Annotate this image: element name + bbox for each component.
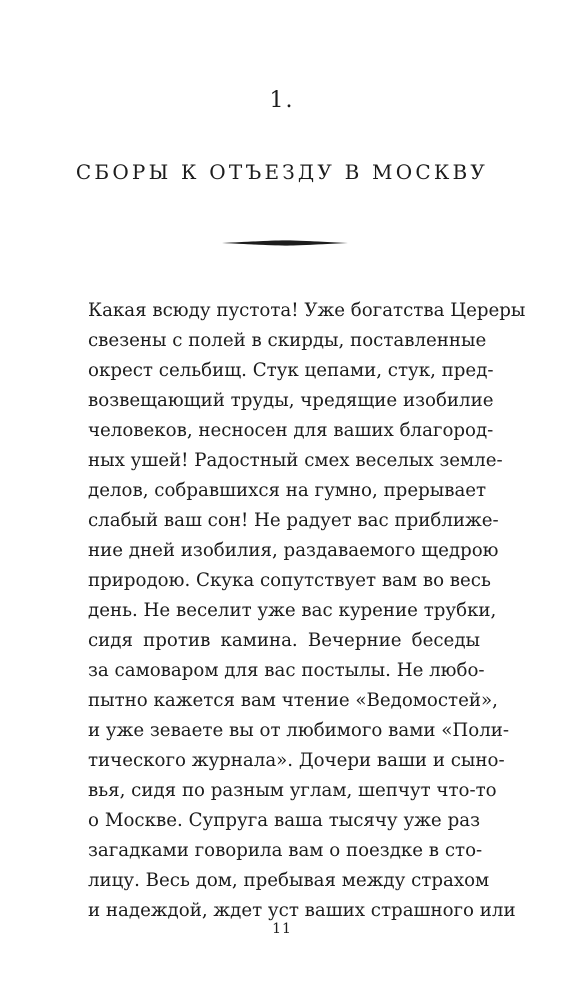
text-line: человеков, несносен для ваших благород- <box>88 420 494 441</box>
text-line: делов, собравшихся на гумно, прерывает <box>88 480 487 501</box>
chapter-body-text <box>88 296 526 926</box>
text-line: день. Не веселит уже вас курение трубки, <box>88 600 497 621</box>
text-line: вья, сидя по разным углам, шепчут что-то <box>88 780 497 801</box>
text-line: лицу. Весь дом, пребывая между страхом <box>88 870 490 891</box>
text-line: возвещающий труды, чредящие изобилие <box>88 390 494 411</box>
divider-ornament-stroke <box>222 240 348 245</box>
text-line: пытно кажется вам чтение «Ведомостей», <box>88 690 498 711</box>
chapter-number: 1. <box>269 88 295 113</box>
text-line: и уже зеваете вы от любимого вами «Поли- <box>88 720 510 741</box>
text-line: о Москве. Супруга ваша тысячу уже раз <box>88 810 480 831</box>
text-line: тического журнала». Дочери ваши и сыно- <box>88 750 505 771</box>
text-line: Какая всюду пустота! Уже богатства Цереры <box>88 300 526 321</box>
text-line: свезены с полей в скирды, поставленные <box>88 330 487 351</box>
text-line: и надеждой, ждет уст ваших страшного или <box>88 900 516 921</box>
text-line: природою. Скука сопутствует вам во весь <box>88 570 491 591</box>
divider-ornament <box>222 238 348 248</box>
page-number: 11 <box>272 921 292 937</box>
text-line: за самоваром для вас постылы. Не любо- <box>88 660 485 681</box>
chapter-title: СБОРЫ К ОТЪЕЗДУ В МОСКВУ <box>75 160 489 184</box>
text-line: слабый ваш сон! Не радует вас приближе- <box>88 510 499 531</box>
text-line: сидя против камина. Вечерние беседы <box>88 630 480 651</box>
text-line: ных ушей! Радостный смех веселых земле- <box>88 450 503 471</box>
text-line: ние дней изобилия, раздаваемого щедрою <box>88 540 499 561</box>
text-line: окрест сельбищ. Стук цепами, стук, пред- <box>88 360 494 381</box>
text-line: загадками говорила вам о поездке в сто- <box>88 840 483 861</box>
